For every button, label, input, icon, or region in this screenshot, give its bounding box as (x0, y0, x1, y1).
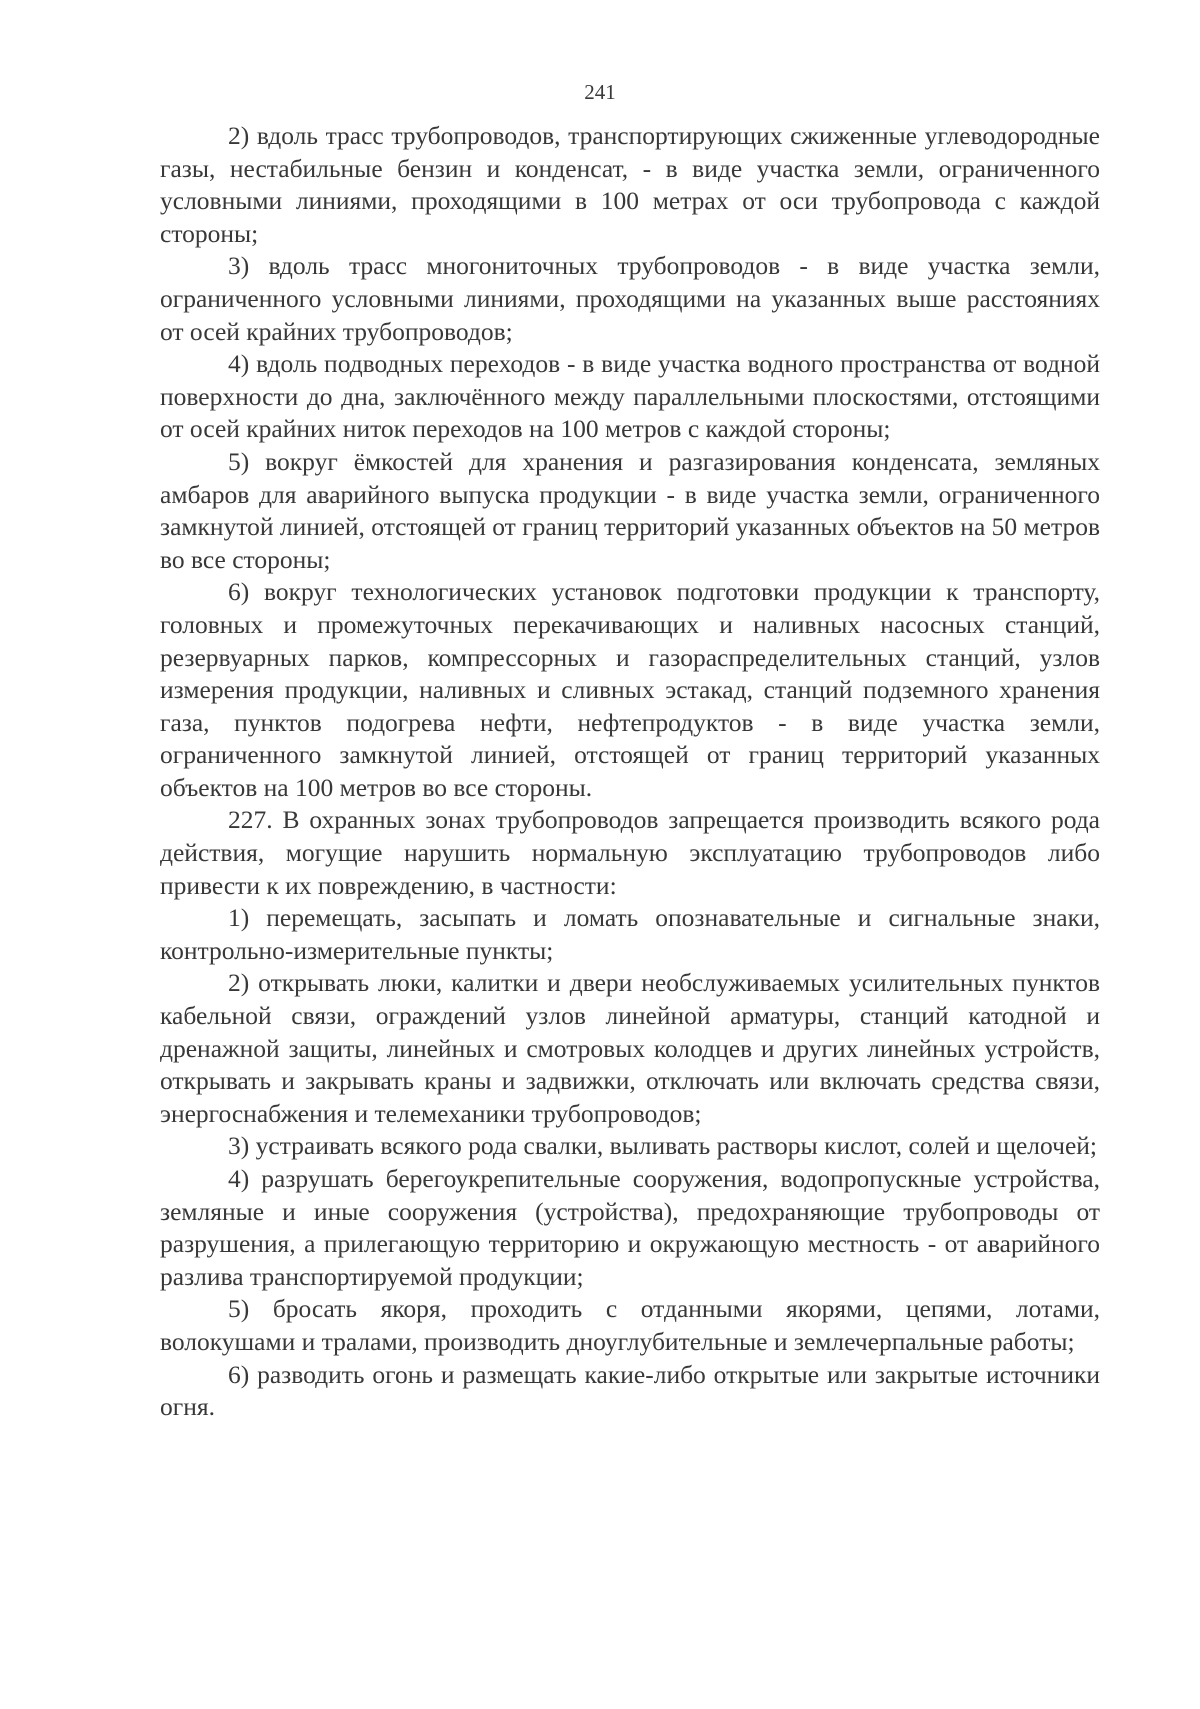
paragraph-item-6-technological-installations: 6) вокруг технологических установок подготовки продукции к транспорту, головных и промежуточных перекачивающих и наливных насосных станций, резервуарных парков, компрессорных и газораспределительных станций, узлов измерения продукции, наливных и сливных эстакад, станций подземного хранения газа, пунктов подогрева нефти, нефтепродуктов - в виде участка земли, ограниченного замкнутой линией, отстоящей от границ территорий указанных объектов на 100 метров во все стороны. (160, 577, 1100, 802)
paragraph-item-4-underwater-crossings: 4) вдоль подводных переходов - в виде участка водного пространства от водной поверхности до дна, заключённого между параллельными плоскостями, отстоящими от осей крайних ниток переходов на 100 метров с каждой стороны; (160, 349, 1100, 444)
paragraph-clause-227: 227. В охранных зонах трубопроводов запрещается производить всякого рода действия, могущие нарушить нормальную эксплуатацию трубопроводов либо привести к их повреждению, в частности: (160, 805, 1100, 900)
paragraph-prohibition-1: 1) перемещать, засыпать и ломать опознавательные и сигнальные знаки, контрольно-измерительные пункты; (160, 903, 1100, 965)
paragraph-item-2-pipeline-lpg: 2) вдоль трасс трубопроводов, транспортирующих сжиженные углеводородные газы, нестабильные бензин и конденсат, - в виде участка земли, ограниченного условными линиями, проходящими в 100 метрах от оси трубопровода с каждой стороны; (160, 121, 1100, 248)
document-body (160, 120, 1100, 1424)
paragraph-prohibition-5: 5) бросать якоря, проходить с отданными якорями, цепями, лотами, волокушами и тралами, производить дноуглубительные и землечерпальные работы; (160, 1294, 1100, 1356)
page-number: 241 (584, 80, 616, 104)
paragraph-item-5-condensate-tanks: 5) вокруг ёмкостей для хранения и разгазирования конденсата, земляных амбаров для аварийного выпуска продукции - в виде участка земли, ограниченного замкнутой линией, отстоящей от границ территорий указанных объектов на 50 метров во все стороны; (160, 446, 1100, 574)
paragraph-prohibition-6: 6) разводить огонь и размещать какие-либо открытые или закрытые источники огня. (160, 1359, 1100, 1422)
paragraph-item-3-multi-line-pipelines: 3) вдоль трасс многониточных трубопроводов - в виде участка земли, ограниченного условными линиями, проходящими на указанных выше расстояниях от осей крайних трубопроводов; (160, 251, 1100, 346)
paragraph-prohibition-3: 3) устраивать всякого рода свалки, выливать растворы кислот, солей и щелочей; (228, 1131, 1097, 1161)
paragraph-prohibition-4: 4) разрушать берегоукрепительные сооружения, водопропускные устройства, земляные и иные сооружения (устройства), предохраняющие трубопроводы от разрушения, а прилегающую территорию и окружающую местность - от аварийного разлива транспортируемой продукции; (160, 1164, 1100, 1291)
paragraph-prohibition-2: 2) открывать люки, калитки и двери необслуживаемых усилительных пунктов кабельной связи, ограждений узлов линейной арматуры, станций катодной и дренажной защиты, линейных и смотровых колодцев и других линейных устройств, открывать и закрывать краны и задвижки, отключать или включать средства связи, энергоснабжения и телемеханики трубопроводов; (160, 968, 1100, 1128)
